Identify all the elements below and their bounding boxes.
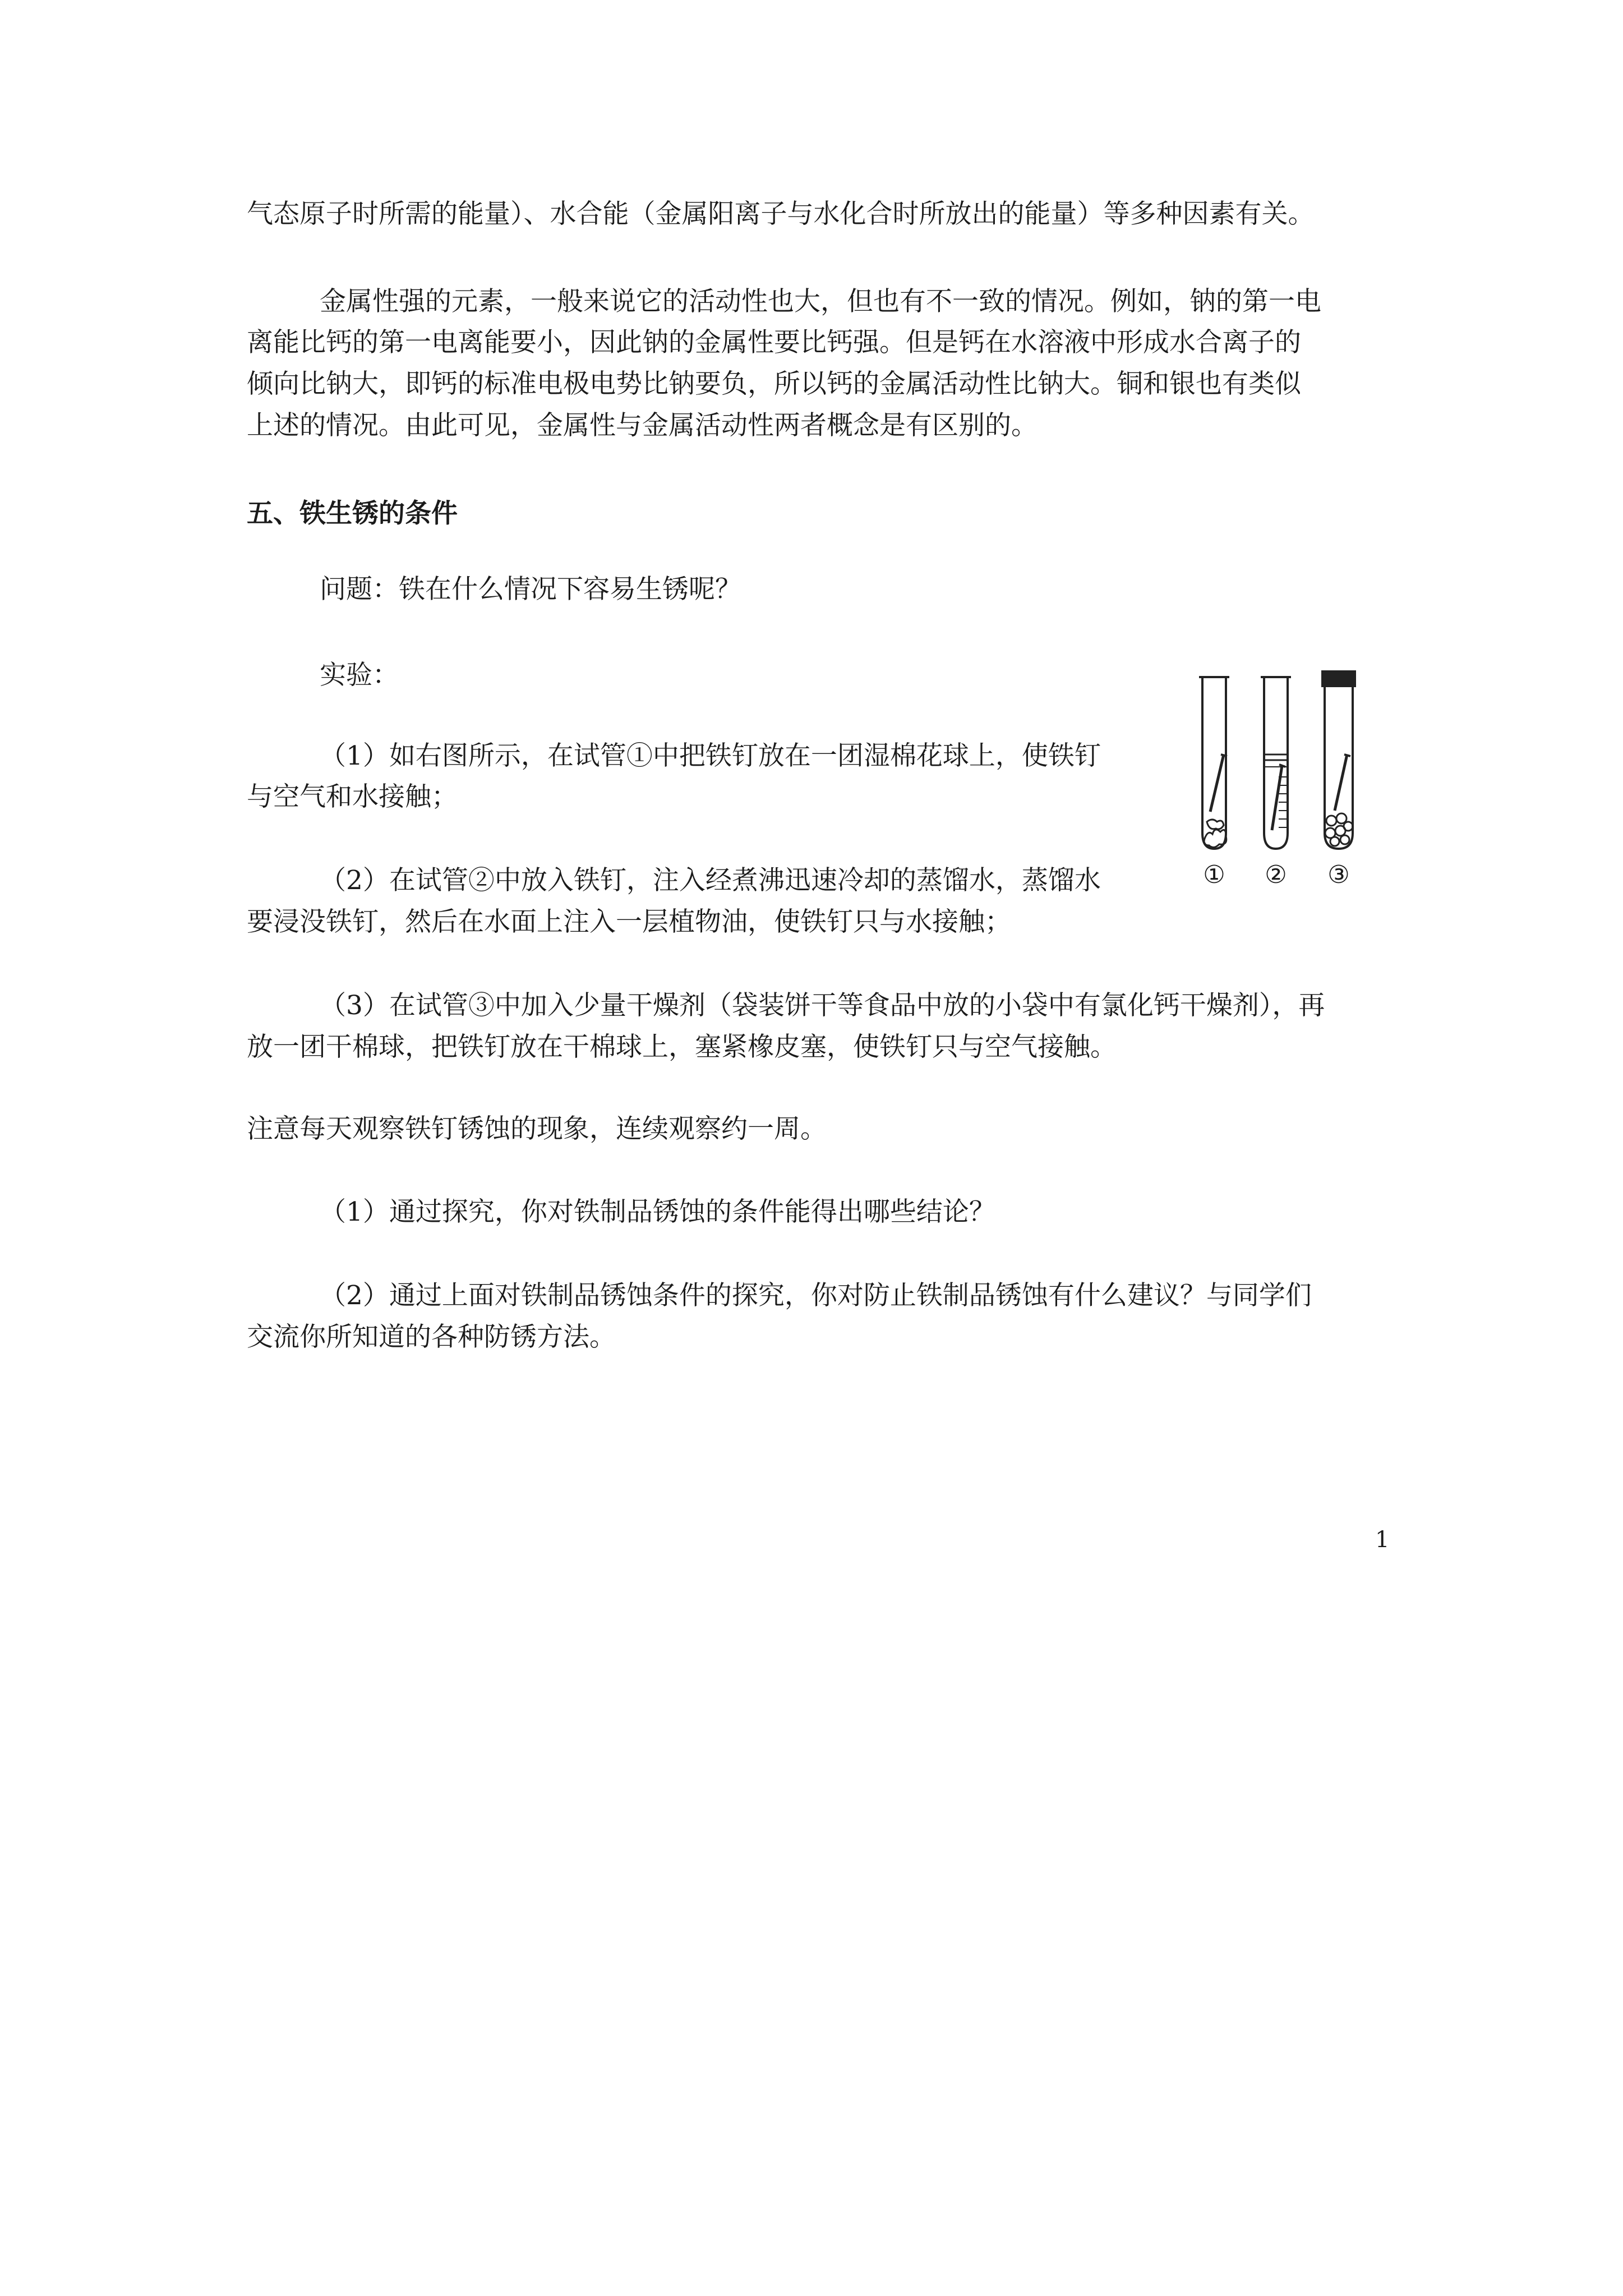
test-tube-1 bbox=[1199, 677, 1229, 849]
paragraph-line: 离能比钙的第一电离能要小，因此钠的金属性要比钙强。但是钙在水溶液中形成水合离子的 bbox=[247, 327, 1301, 358]
question-1-text: （1）通过探究，你对铁制品锈蚀的条件能得出哪些结论？ bbox=[320, 1197, 995, 1227]
tube-label-2: ② bbox=[1265, 861, 1287, 889]
page-number: 1 bbox=[1375, 1527, 1390, 1553]
step-2-line: 要浸没铁钉，然后在水面上注入一层植物油，使铁钉只与水接触； bbox=[247, 907, 1011, 937]
step-3-line: （3）在试管③中加入少量干燥剂（袋装饼干等食品中放的小袋中有氯化钙干燥剂），再 bbox=[320, 990, 1325, 1021]
test-tubes-illustration bbox=[1195, 670, 1380, 861]
paragraph-line: 倾向比钠大，即钙的标准电极电势比钠要负，所以钙的金属活动性比钠大。铜和银也有类似 bbox=[247, 369, 1301, 399]
step-2-line: （2）在试管②中放入铁钉，注入经煮沸迅速冷却的蒸馏水，蒸馏水 bbox=[320, 865, 1101, 896]
tube-label-3: ③ bbox=[1327, 861, 1350, 889]
paragraph-line: 气态原子时所需的能量）、水合能（金属阳离子与水化合时所放出的能量）等多种因素有关。 bbox=[247, 199, 1315, 229]
paragraph-line: 上述的情况。由此可见，金属性与金属活动性两者概念是有区别的。 bbox=[247, 410, 1038, 441]
test-tube-3 bbox=[1322, 670, 1355, 849]
paragraph-line: 金属性强的元素，一般来说它的活动性也大，但也有不一致的情况。例如，钠的第一电 bbox=[320, 286, 1321, 317]
test-tube-2 bbox=[1261, 677, 1291, 849]
step-3-line: 放一团干棉球，把铁钉放在干棉球上，塞紧橡皮塞，使铁钉只与空气接触。 bbox=[247, 1032, 1117, 1062]
note-text: 注意每天观察铁钉锈蚀的现象，连续观察约一周。 bbox=[247, 1114, 827, 1144]
question-text: 问题：铁在什么情况下容易生锈呢？ bbox=[320, 574, 741, 605]
test-tubes-figure bbox=[1195, 670, 1380, 892]
step-1-line: （1）如右图所示，在试管①中把铁钉放在一团湿棉花球上，使铁钉 bbox=[320, 740, 1101, 771]
section-heading: 五、铁生锈的条件 bbox=[247, 498, 458, 529]
experiment-label: 实验： bbox=[320, 660, 399, 691]
question-2-line: 交流你所知道的各种防锈方法。 bbox=[247, 1322, 616, 1352]
tube-label-1: ① bbox=[1203, 861, 1225, 889]
step-1-line: 与空气和水接触； bbox=[247, 781, 458, 812]
question-2-line: （2）通过上面对铁制品锈蚀条件的探究，你对防止铁制品锈蚀有什么建议？与同学们 bbox=[320, 1280, 1312, 1311]
